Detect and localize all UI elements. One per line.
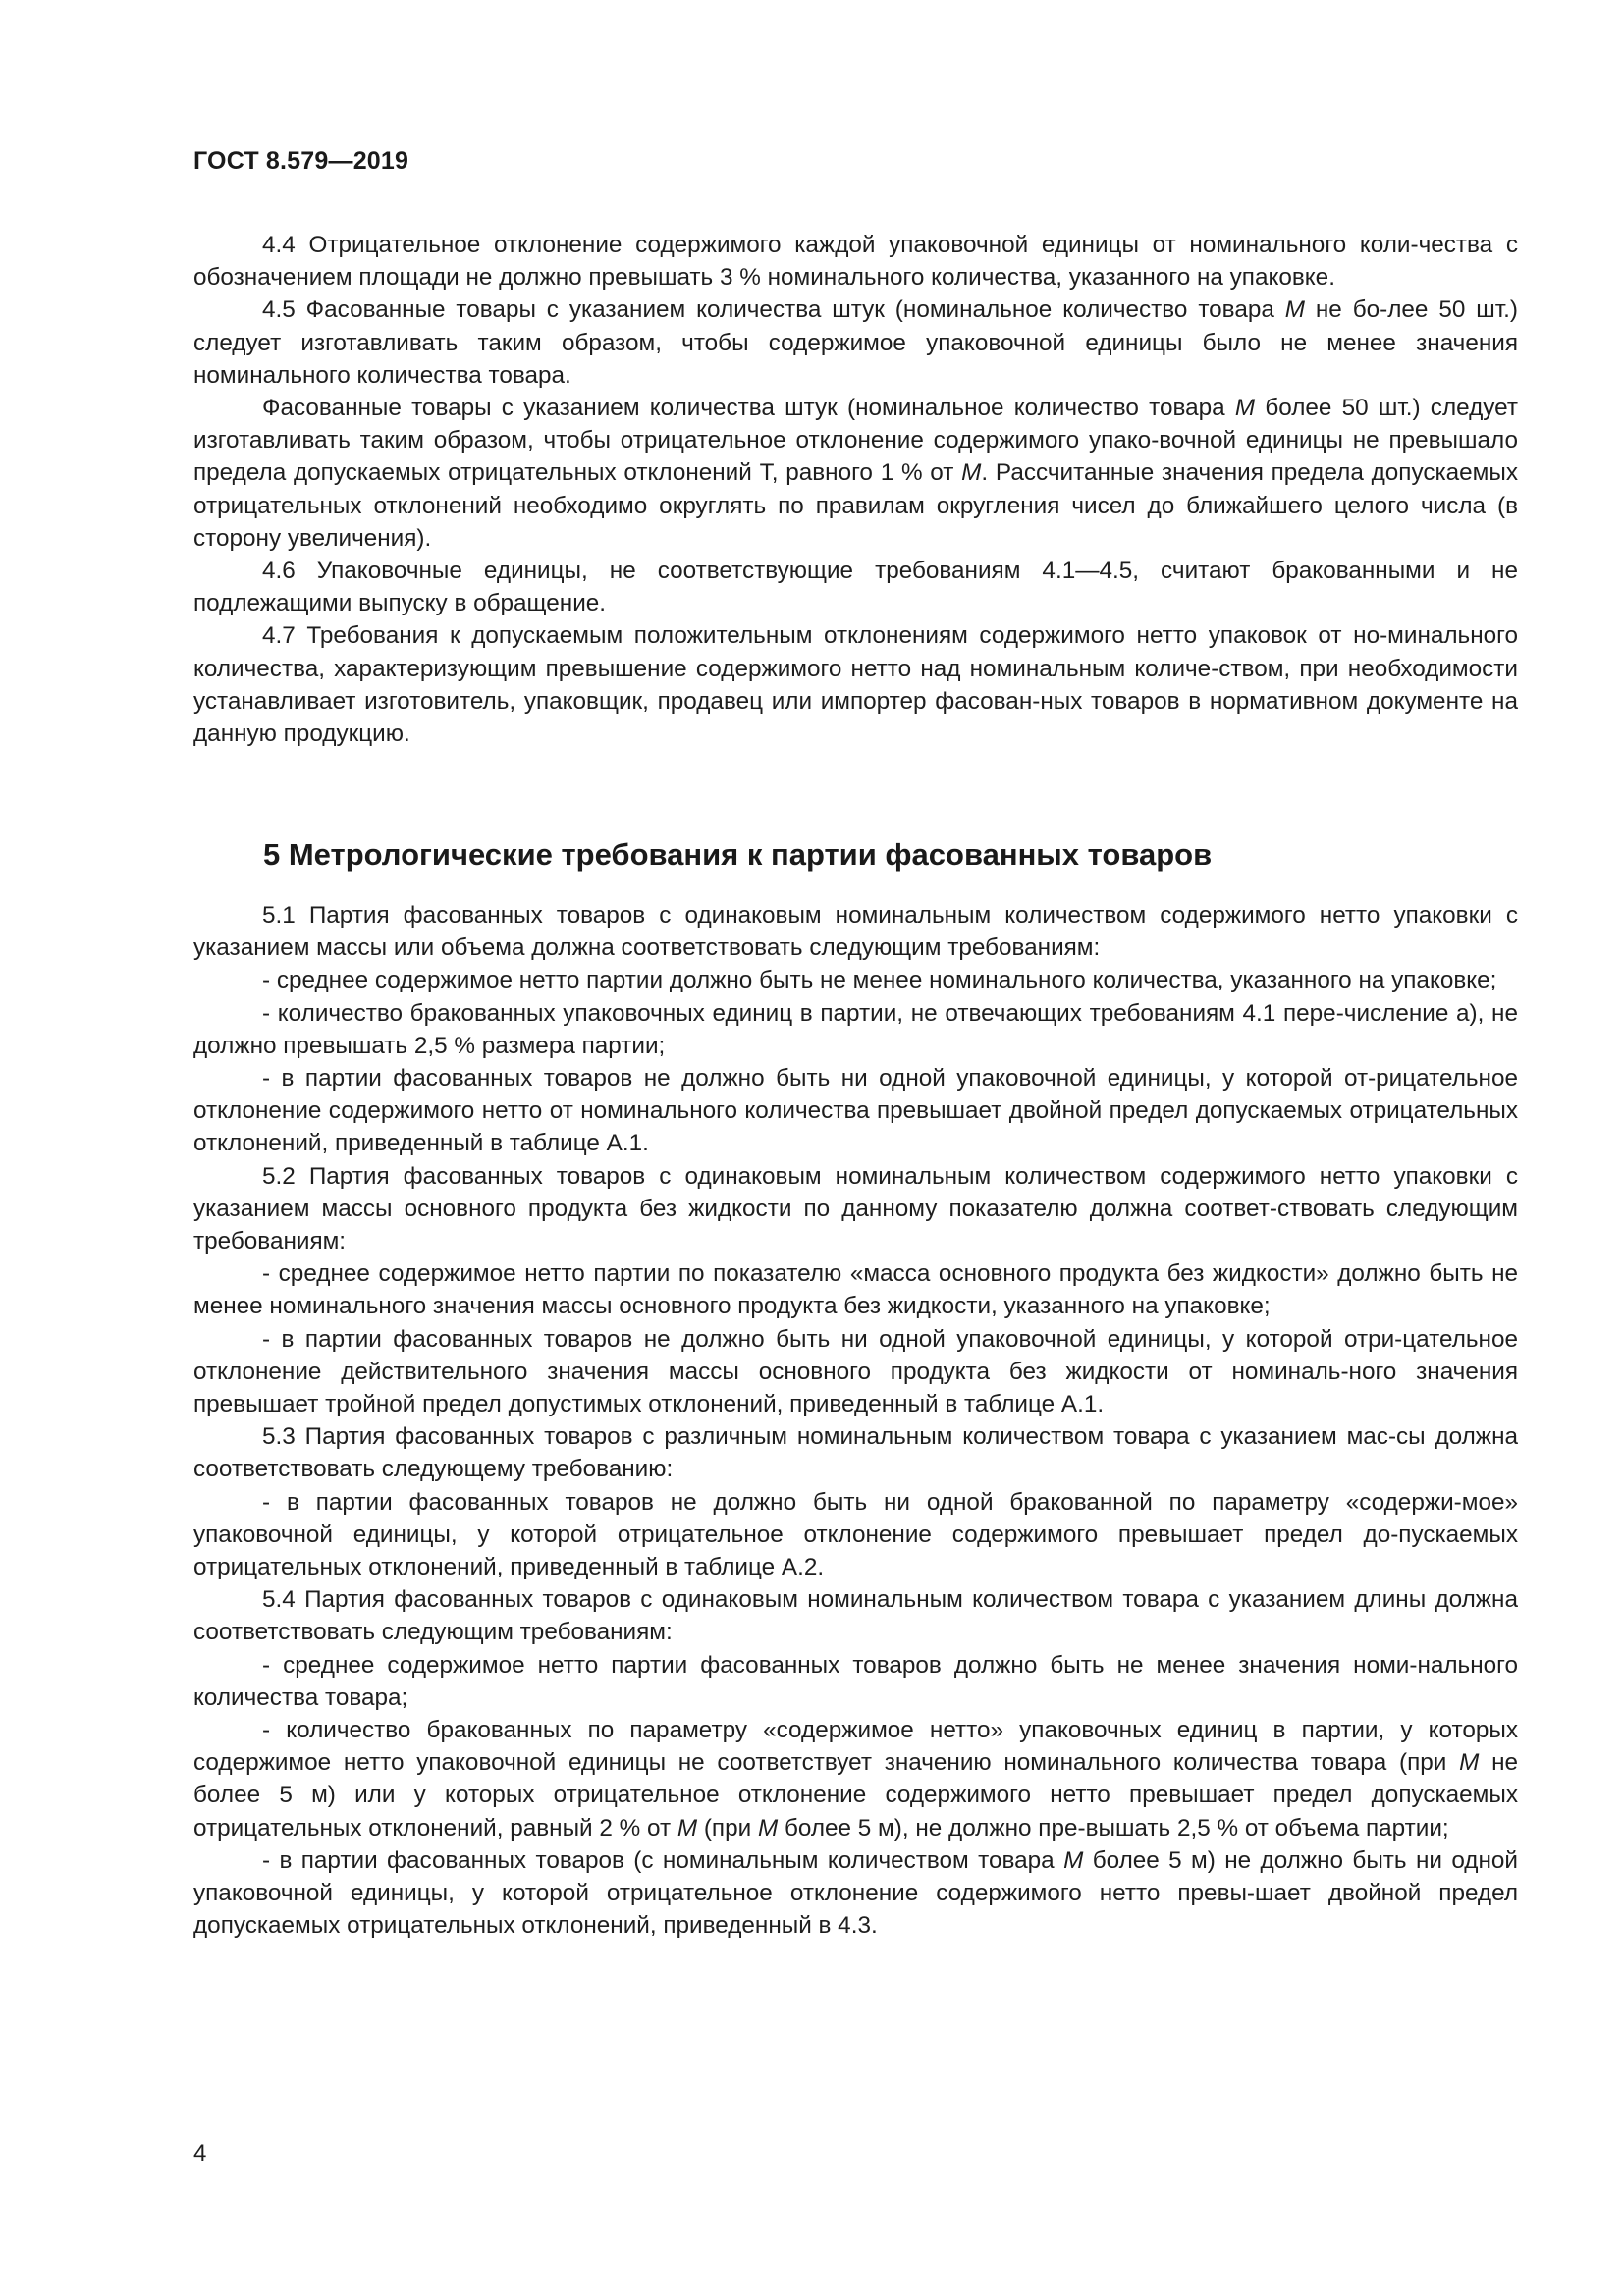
paragraph-4-5-a-part1: 4.5 Фасованные товары с указанием количества штук (номинальное количество товара — [262, 296, 1285, 324]
paragraph-4-7: 4.7 Требования к допускаемым положительным отклонениям содержимого нетто упаковок от но-минального количества, характеризующим превышение содержимого нетто над номинальным количе-ством, при необходимости устанавливает изготовитель, упаковщик, продавец или импортер фасован-ных товаров в нормативном документе на данную продукцию. — [193, 622, 1518, 748]
symbol-m: M — [1284, 296, 1305, 324]
list-item-5-2-b: - в партии фасованных товаров не должно быть ни одной упаковочной единицы, у которой отри-цательное отклонение действительного значения массы основного продукта без жидкости от номиналь-ного значения превышает тройной предел допустимых отклонений, приведенный в таблице А.1. — [193, 1325, 1518, 1418]
list-item-5-1-b: - количество бракованных упаковочных единиц в партии, не отвечающих требованиям 4.1 пере-числение а), не должно превышать 2,5 % размера партии; — [193, 999, 1518, 1059]
paragraph-4-5-a — [193, 294, 1518, 392]
list-item-5-4-b-part4: более 5 м), не должно пре-вышать 2,5 % от объема партии; — [778, 1814, 1449, 1842]
list-item-5-4-b-part1: - количество бракованных по параметру «содержимое нетто» упаковочных единиц в партии, у которых содержимое нетто упаковочной единицы не соответствует значению номинального количества товара (при — [193, 1717, 1518, 1777]
section-5-title: 5 Метрологические требования к партии фасованных товаров — [263, 837, 1213, 872]
list-item-5-4-a: - среднее содержимое нетто партии фасованных товаров должно быть не менее значения номи-нального количества товара; — [193, 1651, 1518, 1711]
symbol-m: M — [961, 459, 982, 487]
paragraph-5-1: 5.1 Партия фасованных товаров с одинаковым номинальным количеством содержимого нетто упаковки с указанием массы или объема должна соответствовать следующим требованиям: — [193, 902, 1518, 962]
list-item-5-2-a: - среднее содержимое нетто партии по показателю «масса основного продукта без жидкости» должно быть не менее номинального значения массы основного продукта без жидкости, указанного на упаковке; — [193, 1260, 1518, 1320]
symbol-m: M — [1459, 1749, 1480, 1777]
paragraph-5-3: 5.3 Партия фасованных товаров с различным номинальным количеством товара с указанием мас-сы должна соответствовать следующему требованию: — [193, 1423, 1518, 1483]
paragraph-4-5-b — [193, 392, 1518, 555]
list-item-5-3-a: - в партии фасованных товаров не должно быть ни одной бракованной по параметру «содержи-мое» упаковочной единицы, у которой отрицательное отклонение содержимого превышает предел до-пускаемых отрицательных отклонений, приведенный в таблице А.2. — [193, 1488, 1518, 1581]
paragraph-4-5-b-part3: . Рассчитанные значения предела допускаемых отрицательных отклонений необходимо округлять по правилам округления чисел до ближайшего целого числа (в сторону увеличения). — [193, 459, 1518, 552]
paragraph-4-5-a-part2: не бо-лее 50 шт.) следует изготавливать таким образом, чтобы содержимое упаковочной единицы было не менее значения номинального количества товара. — [193, 296, 1518, 389]
document-header: ГОСТ 8.579—2019 — [193, 147, 409, 175]
paragraph-4-6: 4.6 Упаковочные единицы, не соответствующие требованиям 4.1—4.5, считают бракованными и не подлежащими выпуску в обращение. — [193, 558, 1518, 617]
symbol-m: M — [1063, 1846, 1084, 1874]
list-item-5-1-a: - среднее содержимое нетто партии должно быть не менее номинального количества, указанного на упаковке; — [262, 967, 1497, 994]
section-4-body — [193, 229, 1518, 750]
paragraph-5-4: 5.4 Партия фасованных товаров с одинаковым номинальным количеством товара с указанием длины должна соответствовать следующим требованиям: — [193, 1586, 1518, 1646]
list-item-5-4-c — [193, 1844, 1518, 1943]
symbol-m: M — [757, 1814, 779, 1842]
symbol-m: M — [677, 1814, 698, 1842]
list-item-5-4-b — [193, 1714, 1518, 1844]
symbol-m: M — [1234, 395, 1256, 422]
section-5-body — [193, 899, 1518, 1943]
list-item-5-4-b-part2: не более 5 м) или у которых отрицательное отклонение содержимого нетто превышает предел допускаемых отрицательных отклонений, равный 2 % от — [193, 1749, 1518, 1842]
paragraph-4-5-b-part2: более 50 шт.) следует изготавливать таким образом, чтобы отрицательное отклонение содержимого упако-вочной единицы не превышало предела допускаемых отрицательных отклонений Т, равного 1 % от — [193, 395, 1518, 487]
list-item-5-4-b-part3: (при — [697, 1814, 758, 1842]
list-item-5-1-c: - в партии фасованных товаров не должно быть ни одной упаковочной единицы, у которой от-рицательное отклонение содержимого нетто от номинального количества превышает двойной предел допускаемых отрицательных отклонений, приведенный в таблице А.1. — [193, 1065, 1518, 1157]
paragraph-4-4: 4.4 Отрицательное отклонение содержимого каждой упаковочной единицы от номинального коли-чества с обозначением площади не должно превышать 3 % номинального количества, указанного на упаковке. — [193, 232, 1518, 292]
paragraph-4-5-b-part1: Фасованные товары с указанием количества штук (номинальное количество товара — [262, 395, 1235, 422]
list-item-5-4-c-part1: - в партии фасованных товаров (с номинальным количеством товара — [262, 1846, 1064, 1874]
paragraph-5-2: 5.2 Партия фасованных товаров с одинаковым номинальным количеством содержимого нетто упаковки с указанием массы основного продукта без жидкости по данному показателю должна соответ-ствовать следующим требованиям: — [193, 1162, 1518, 1255]
list-item-5-4-c-part2: более 5 м) не должно быть ни одной упаковочной единицы, у которой отрицательное отклонение содержимого нетто превы-шает двойной предел допускаемых отрицательных отклонений, приведенный в 4.3. — [193, 1846, 1518, 1940]
page-number: 4 — [193, 2140, 207, 2166]
